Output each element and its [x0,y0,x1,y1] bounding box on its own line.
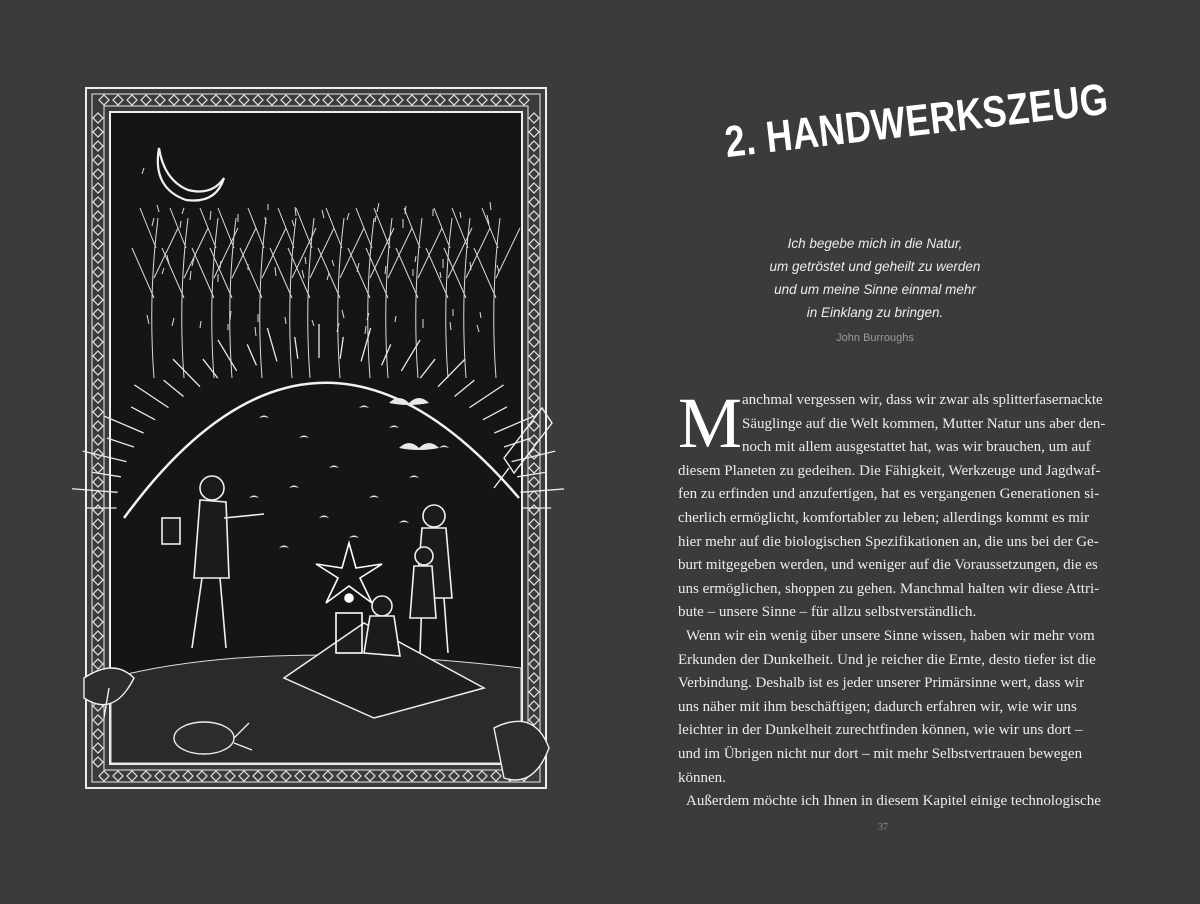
body-line: bute – unsere Sinne – für allzu selbstverständlich. [678,604,977,621]
body-line: anchmal vergessen wir, dass wir zwar als splitterfasernackte [742,392,1103,408]
body-line: uns näher mit ihm beschäftigen; dadurch erfahren wir, wie wir uns [678,698,1077,715]
body-line: Säuglinge auf die Welt kommen, Mutter Natur uns aber den- [742,415,1106,432]
body-line: fen zu erfinden und anzufertigen, hat es vergangenen Generationen si- [678,486,1100,503]
page-number: 37 [878,822,888,833]
night-scene-illustration [64,78,564,808]
body-line: Verbindung. Deshalb ist es jeder unserer Primärsinne wert, dass wir [678,675,1085,692]
body-line: noch mit allem ausgestattet hat, was wir brauchen, um auf [742,439,1091,456]
body-line: leichter in der Dunkelheit zurechtfinden können, wie wir uns dort – [678,722,1083,739]
epigraph-author: John Burroughs [836,332,914,344]
drop-cap: M [678,383,743,463]
body-line: können. [678,769,726,786]
moth-right-icon [494,721,549,780]
epigraph [735,232,1015,324]
body-line: Außerdem möchte ich Ihnen in diesem Kapitel einige technologische [686,793,1101,810]
epigraph-line: und um meine Sinne einmal mehr [774,282,976,297]
body-line: Erkunden der Dunkelheit. Und je reicher die Ernte, desto tiefer ist die [678,651,1096,668]
body-text [678,383,1108,814]
body-line: burt mitgegeben werden, und weniger auf die Voraussetzungen, die es [678,557,1098,574]
body-line: hier mehr auf die biologischen Spezifikationen an, die uns bei der Ge- [678,533,1099,550]
body-line: diesem Planeten zu gedeihen. Die Fähigkeit, Werkzeuge und Jagdwaf- [678,462,1101,479]
epigraph-line: Ich begebe mich in die Natur, [787,236,963,251]
body-line: und im Übrigen nicht nur dort – mit mehr Selbstvertrauen bewegen [678,745,1083,762]
body-line: uns ermöglichen, shoppen zu gehen. Manchmal halten wir diese Attri- [678,580,1100,597]
epigraph-line: um getröstet und geheilt zu werden [769,259,981,274]
epigraph-line: in Einklang zu bringen. [806,305,944,320]
chapter-title: 2. HANDWERKSZEUG [722,74,1111,168]
body-line: cherlich ermöglicht, komfortabler zu leben; allerdings kommt es mir [678,509,1090,526]
body-line: Wenn wir ein wenig über unsere Sinne wissen, haben wir mehr vom [686,627,1095,644]
